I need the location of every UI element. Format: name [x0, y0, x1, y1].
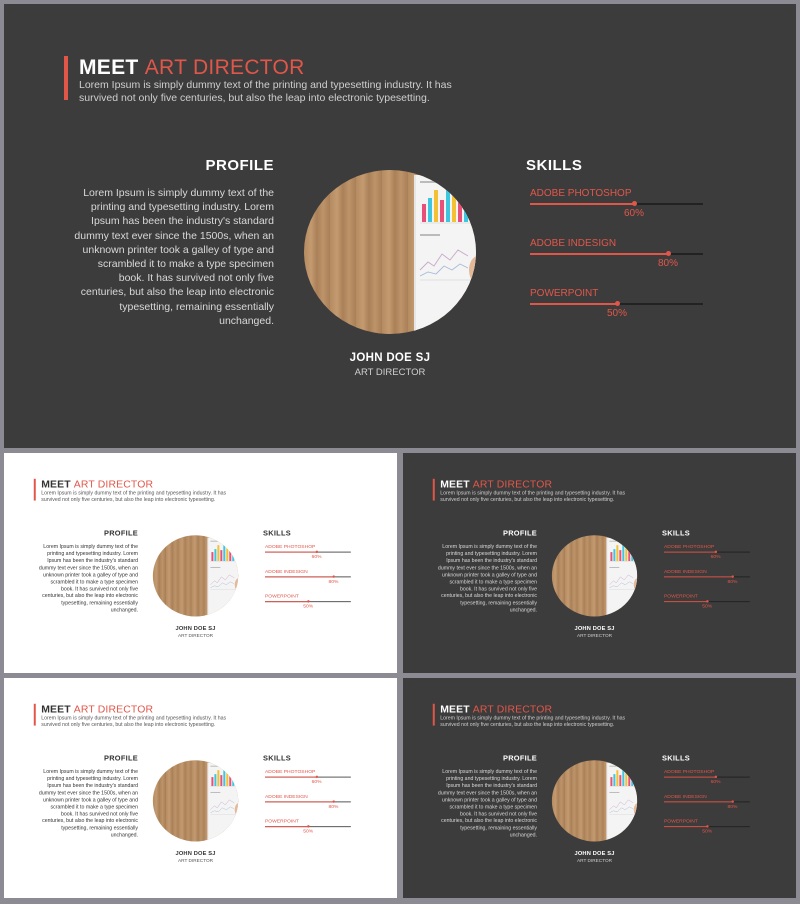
skill-label: POWERPOINT	[265, 818, 299, 825]
person-name: JOHN DOE SJ	[574, 850, 615, 857]
skill-percent: 80%	[658, 258, 679, 269]
slide-thumbnail-4[interactable]	[403, 678, 796, 898]
profile-text: Lorem Ipsum is simply dummy text of the printing and typesetting industry. Lorem Ipsum has been the industry's standard dummy text ever since the 1500s, when an unknown printer took a galley of type and scrambled it to make a type specimen book. It has survived not only five centuries, but also the leap into electronic typesetting, remaining essentially unchanged.	[38, 543, 138, 613]
person-name: JOHN DOE SJ	[175, 625, 216, 632]
skill-marker	[706, 825, 708, 827]
person-role: ART DIRECTOR	[576, 857, 613, 864]
skill-fill	[530, 253, 668, 255]
skill-percent: 50%	[607, 308, 628, 319]
chart-paper-illustration	[552, 535, 637, 616]
profile-photo	[153, 535, 238, 616]
profile-photo	[153, 760, 238, 841]
title-accent-bar	[34, 479, 36, 501]
skill-marker	[316, 776, 318, 778]
title-accent-bar	[64, 56, 68, 100]
skill-percent: 80%	[727, 803, 738, 810]
skill-label: POWERPOINT	[664, 818, 698, 825]
slide-thumbnail-2[interactable]	[403, 453, 796, 673]
profile-photo	[552, 535, 637, 616]
skill-label: ADOBE PHOTOSHOP	[664, 544, 715, 550]
slide-subtitle: Lorem Ipsum is simply dummy text of the printing and typesetting industry. It has survived not only five centuries, but also the leap into electronic typesetting.	[440, 715, 626, 728]
skill-bar-powerpoint	[530, 288, 705, 328]
skill-track	[530, 203, 703, 205]
skill-percent: 60%	[311, 554, 322, 560]
skills-heading: SKILLS	[662, 528, 690, 538]
profile-photo	[304, 170, 476, 334]
skill-label: ADOBE PHOTOSHOP	[265, 544, 316, 550]
slide-title: MEET ART DIRECTOR	[41, 703, 154, 716]
slide-title: MEET ART DIRECTOR	[79, 56, 305, 79]
skill-fill	[664, 601, 707, 602]
skill-marker	[316, 551, 318, 553]
chart-paper-illustration	[153, 535, 238, 616]
slide-thumbnail-3[interactable]	[4, 678, 397, 898]
skill-bar-photoshop	[664, 769, 751, 789]
skill-bar-indesign	[664, 794, 751, 814]
skill-marker	[332, 575, 334, 577]
title-accent-bar	[34, 704, 36, 726]
skill-percent: 60%	[624, 208, 645, 219]
skill-bar-photoshop	[664, 544, 751, 564]
skill-label: POWERPOINT	[530, 288, 599, 299]
skill-marker	[332, 800, 334, 802]
chart-paper-illustration	[304, 170, 476, 334]
person-name: JOHN DOE SJ	[349, 352, 431, 364]
skill-bar-powerpoint	[265, 819, 352, 839]
skill-fill	[664, 552, 716, 553]
skill-label: ADOBE INDESIGN	[530, 238, 617, 249]
person-role: ART DIRECTOR	[576, 632, 613, 639]
profile-text: Lorem Ipsum is simply dummy text of the printing and typesetting industry. Lorem Ipsum has been the industry's standard dummy text ever since the 1500s, when an unknown printer took a galley of type and scrambled it to make a type specimen book. It has survived not only five centuries, but also the leap into electronic typesetting, remaining essentially unchanged.	[437, 768, 537, 838]
profile-text: Lorem Ipsum is simply dummy text of the printing and typesetting industry. Lorem Ipsum has been the industry's standard dummy text ever since the 1500s, when an unknown printer took a galley of type and scrambled it to make a type specimen book. It has survived not only five centuries, but also the leap into electronic typesetting, remaining essentially unchanged.	[437, 543, 537, 613]
skill-marker	[706, 600, 708, 602]
skill-marker	[632, 201, 637, 206]
slide-subtitle: Lorem Ipsum is simply dummy text of the printing and typesetting industry. It has survived not only five centuries, but also the leap into electronic typesetting.	[41, 715, 227, 728]
skill-marker	[715, 776, 717, 778]
skill-bar-powerpoint	[265, 594, 352, 614]
skill-label: ADOBE PHOTOSHOP	[265, 769, 316, 775]
skill-marker	[307, 825, 309, 827]
skill-percent: 80%	[328, 578, 339, 585]
slide-title: MEET ART DIRECTOR	[440, 703, 553, 716]
skill-track	[664, 801, 750, 802]
profile-heading: PROFILE	[502, 528, 537, 538]
skill-percent: 50%	[303, 828, 314, 835]
skill-marker	[731, 800, 733, 802]
chart-paper-illustration	[153, 760, 238, 841]
skill-marker	[715, 551, 717, 553]
profile-heading: PROFILE	[103, 528, 138, 538]
skill-label: ADOBE PHOTOSHOP	[664, 769, 715, 775]
profile-heading: PROFILE	[205, 157, 274, 174]
skill-bar-photoshop	[265, 544, 352, 564]
skill-bar-powerpoint	[664, 594, 751, 614]
skill-percent: 60%	[311, 779, 322, 785]
profile-heading: PROFILE	[502, 753, 537, 763]
skill-label: POWERPOINT	[265, 593, 299, 600]
slide-title: MEET ART DIRECTOR	[440, 478, 553, 491]
skill-fill	[664, 826, 707, 827]
skill-fill	[265, 777, 317, 778]
skill-percent: 50%	[702, 828, 713, 835]
skill-fill	[265, 601, 308, 602]
person-role: ART DIRECTOR	[354, 367, 426, 378]
skill-marker	[731, 575, 733, 577]
profile-photo	[552, 760, 637, 841]
skill-label: ADOBE PHOTOSHOP	[530, 188, 632, 199]
skill-track	[265, 801, 351, 802]
skill-label: ADOBE INDESIGN	[265, 793, 308, 800]
slide-main[interactable]	[4, 4, 796, 448]
skill-label: ADOBE INDESIGN	[664, 568, 707, 575]
skill-fill	[265, 826, 308, 827]
person-name: JOHN DOE SJ	[175, 850, 216, 857]
skill-track	[664, 576, 750, 577]
skill-track	[664, 552, 750, 553]
skills-heading: SKILLS	[662, 753, 690, 763]
profile-heading: PROFILE	[103, 753, 138, 763]
title-accent-bar	[433, 704, 435, 726]
skill-marker	[307, 600, 309, 602]
person-role: ART DIRECTOR	[177, 857, 214, 864]
skill-fill	[265, 576, 333, 577]
profile-text: Lorem Ipsum is simply dummy text of the printing and typesetting industry. Lorem Ipsum has been the industry's standard dummy text ever since the 1500s, when an unknown printer took a galley of type and scrambled it to make a type specimen book. It has survived not only five centuries, but also the leap into electronic typesetting, remaining essentially unchanged.	[74, 187, 274, 327]
skill-percent: 80%	[727, 578, 738, 585]
skill-fill	[664, 801, 732, 802]
skill-marker	[615, 301, 620, 306]
skill-track	[265, 576, 351, 577]
skill-bar-photoshop	[265, 769, 352, 789]
skill-track	[265, 552, 351, 553]
skill-fill	[664, 777, 716, 778]
skill-fill	[265, 552, 317, 553]
skill-percent: 60%	[710, 779, 721, 785]
skill-fill	[530, 203, 634, 205]
skill-bar-indesign	[265, 794, 352, 814]
skill-bar-indesign	[265, 569, 352, 589]
skill-track	[664, 777, 750, 778]
skills-heading: SKILLS	[526, 157, 583, 174]
title-accent-bar	[433, 479, 435, 501]
person-name: JOHN DOE SJ	[574, 625, 615, 632]
skill-fill	[530, 303, 617, 305]
person-role: ART DIRECTOR	[177, 632, 214, 639]
slide-thumbnail-1[interactable]	[4, 453, 397, 673]
skill-label: ADOBE INDESIGN	[664, 793, 707, 800]
skill-fill	[265, 801, 333, 802]
slide-title: MEET ART DIRECTOR	[41, 478, 154, 491]
skill-percent: 50%	[702, 603, 713, 610]
chart-paper-illustration	[552, 760, 637, 841]
slide-subtitle: Lorem Ipsum is simply dummy text of the printing and typesetting industry. It has survived not only five centuries, but also the leap into electronic typesetting.	[440, 490, 626, 503]
skill-bar-indesign	[530, 238, 705, 278]
skill-bar-indesign	[664, 569, 751, 589]
skill-label: ADOBE INDESIGN	[265, 568, 308, 575]
skills-heading: SKILLS	[263, 528, 291, 538]
skill-marker	[666, 251, 671, 256]
skill-percent: 60%	[710, 554, 721, 560]
skill-percent: 80%	[328, 803, 339, 810]
slide-subtitle: Lorem Ipsum is simply dummy text of the printing and typesetting industry. It has survived not only five centuries, but also the leap into electronic typesetting.	[79, 79, 452, 104]
skill-bar-photoshop	[530, 188, 705, 228]
profile-text: Lorem Ipsum is simply dummy text of the printing and typesetting industry. Lorem Ipsum has been the industry's standard dummy text ever since the 1500s, when an unknown printer took a galley of type and scrambled it to make a type specimen book. It has survived not only five centuries, but also the leap into electronic typesetting, remaining essentially unchanged.	[38, 768, 138, 838]
skill-percent: 50%	[303, 603, 314, 610]
skill-fill	[664, 576, 732, 577]
slide-subtitle: Lorem Ipsum is simply dummy text of the printing and typesetting industry. It has survived not only five centuries, but also the leap into electronic typesetting.	[41, 490, 227, 503]
skill-label: POWERPOINT	[664, 593, 698, 600]
skill-bar-powerpoint	[664, 819, 751, 839]
skill-track	[530, 253, 703, 255]
skill-track	[265, 777, 351, 778]
skills-heading: SKILLS	[263, 753, 291, 763]
